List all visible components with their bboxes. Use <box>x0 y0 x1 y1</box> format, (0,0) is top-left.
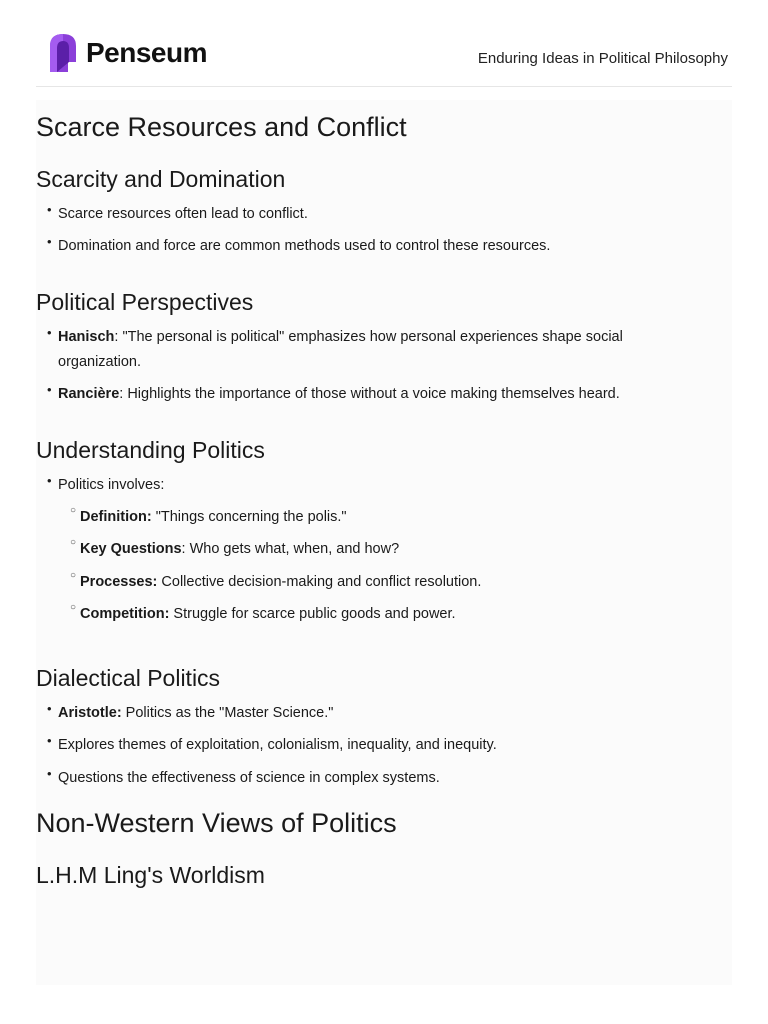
list-item: • Aristotle: Politics as the "Master Science." <box>58 701 698 726</box>
subsection-title-understanding-politics: Understanding Politics <box>36 437 265 463</box>
list-item: • Domination and force are common methods used to control these resources. <box>58 234 698 259</box>
circle-bullet-icon: ○ <box>70 602 77 613</box>
brand-logo[interactable] <box>48 32 207 74</box>
bullet-icon: • <box>47 202 52 217</box>
bullet-icon: • <box>47 325 52 340</box>
nested-list-item: ○ Processes: Collective decision-making and conflict resolution. <box>80 570 700 595</box>
list-item: • Questions the effectiveness of science in complex systems. <box>58 766 698 791</box>
header-tagline: Enduring Ideas in Political Philosophy <box>477 50 728 67</box>
nested-list-item: ○ Definition: "Things concerning the polis." <box>80 505 700 530</box>
nested-list-item: ○ Key Questions: Who gets what, when, and how? <box>80 537 700 562</box>
list-item: • Politics involves: <box>58 473 698 498</box>
bullet-icon: • <box>47 473 52 488</box>
list-item: • Scarce resources often lead to conflict. <box>58 202 698 227</box>
penseum-logo-icon <box>48 32 78 74</box>
section-title-scarce-resources: Scarce Resources and Conflict <box>36 112 407 142</box>
subsection-title-scarcity: Scarcity and Domination <box>36 166 286 192</box>
section-title-non-western-views: Non-Western Views of Politics <box>36 808 397 838</box>
bullet-icon: • <box>47 766 52 781</box>
subsection-title-worldism: L.H.M Ling's Worldism <box>36 862 265 888</box>
bullet-icon: • <box>47 733 52 748</box>
list-item: • Explores themes of exploitation, colonialism, inequality, and inequity. <box>58 733 698 758</box>
list-item: • Rancière: Highlights the importance of those without a voice making themselves heard. <box>58 382 698 407</box>
subsection-title-political-perspectives: Political Perspectives <box>36 289 254 315</box>
circle-bullet-icon: ○ <box>70 537 77 548</box>
circle-bullet-icon: ○ <box>70 505 77 516</box>
nested-list-item: ○ Competition: Struggle for scarce public goods and power. <box>80 602 700 627</box>
page-header <box>36 28 732 87</box>
bullet-icon: • <box>47 382 52 397</box>
bullet-icon: • <box>47 234 52 249</box>
document-body <box>36 100 732 985</box>
list-item: • Hanisch: "The personal is political" emphasizes how personal experiences shape social organization. <box>58 325 698 375</box>
subsection-title-dialectical-politics: Dialectical Politics <box>36 665 221 691</box>
bullet-icon: • <box>47 701 52 716</box>
brand-name: Penseum <box>86 37 207 68</box>
circle-bullet-icon: ○ <box>70 570 77 581</box>
